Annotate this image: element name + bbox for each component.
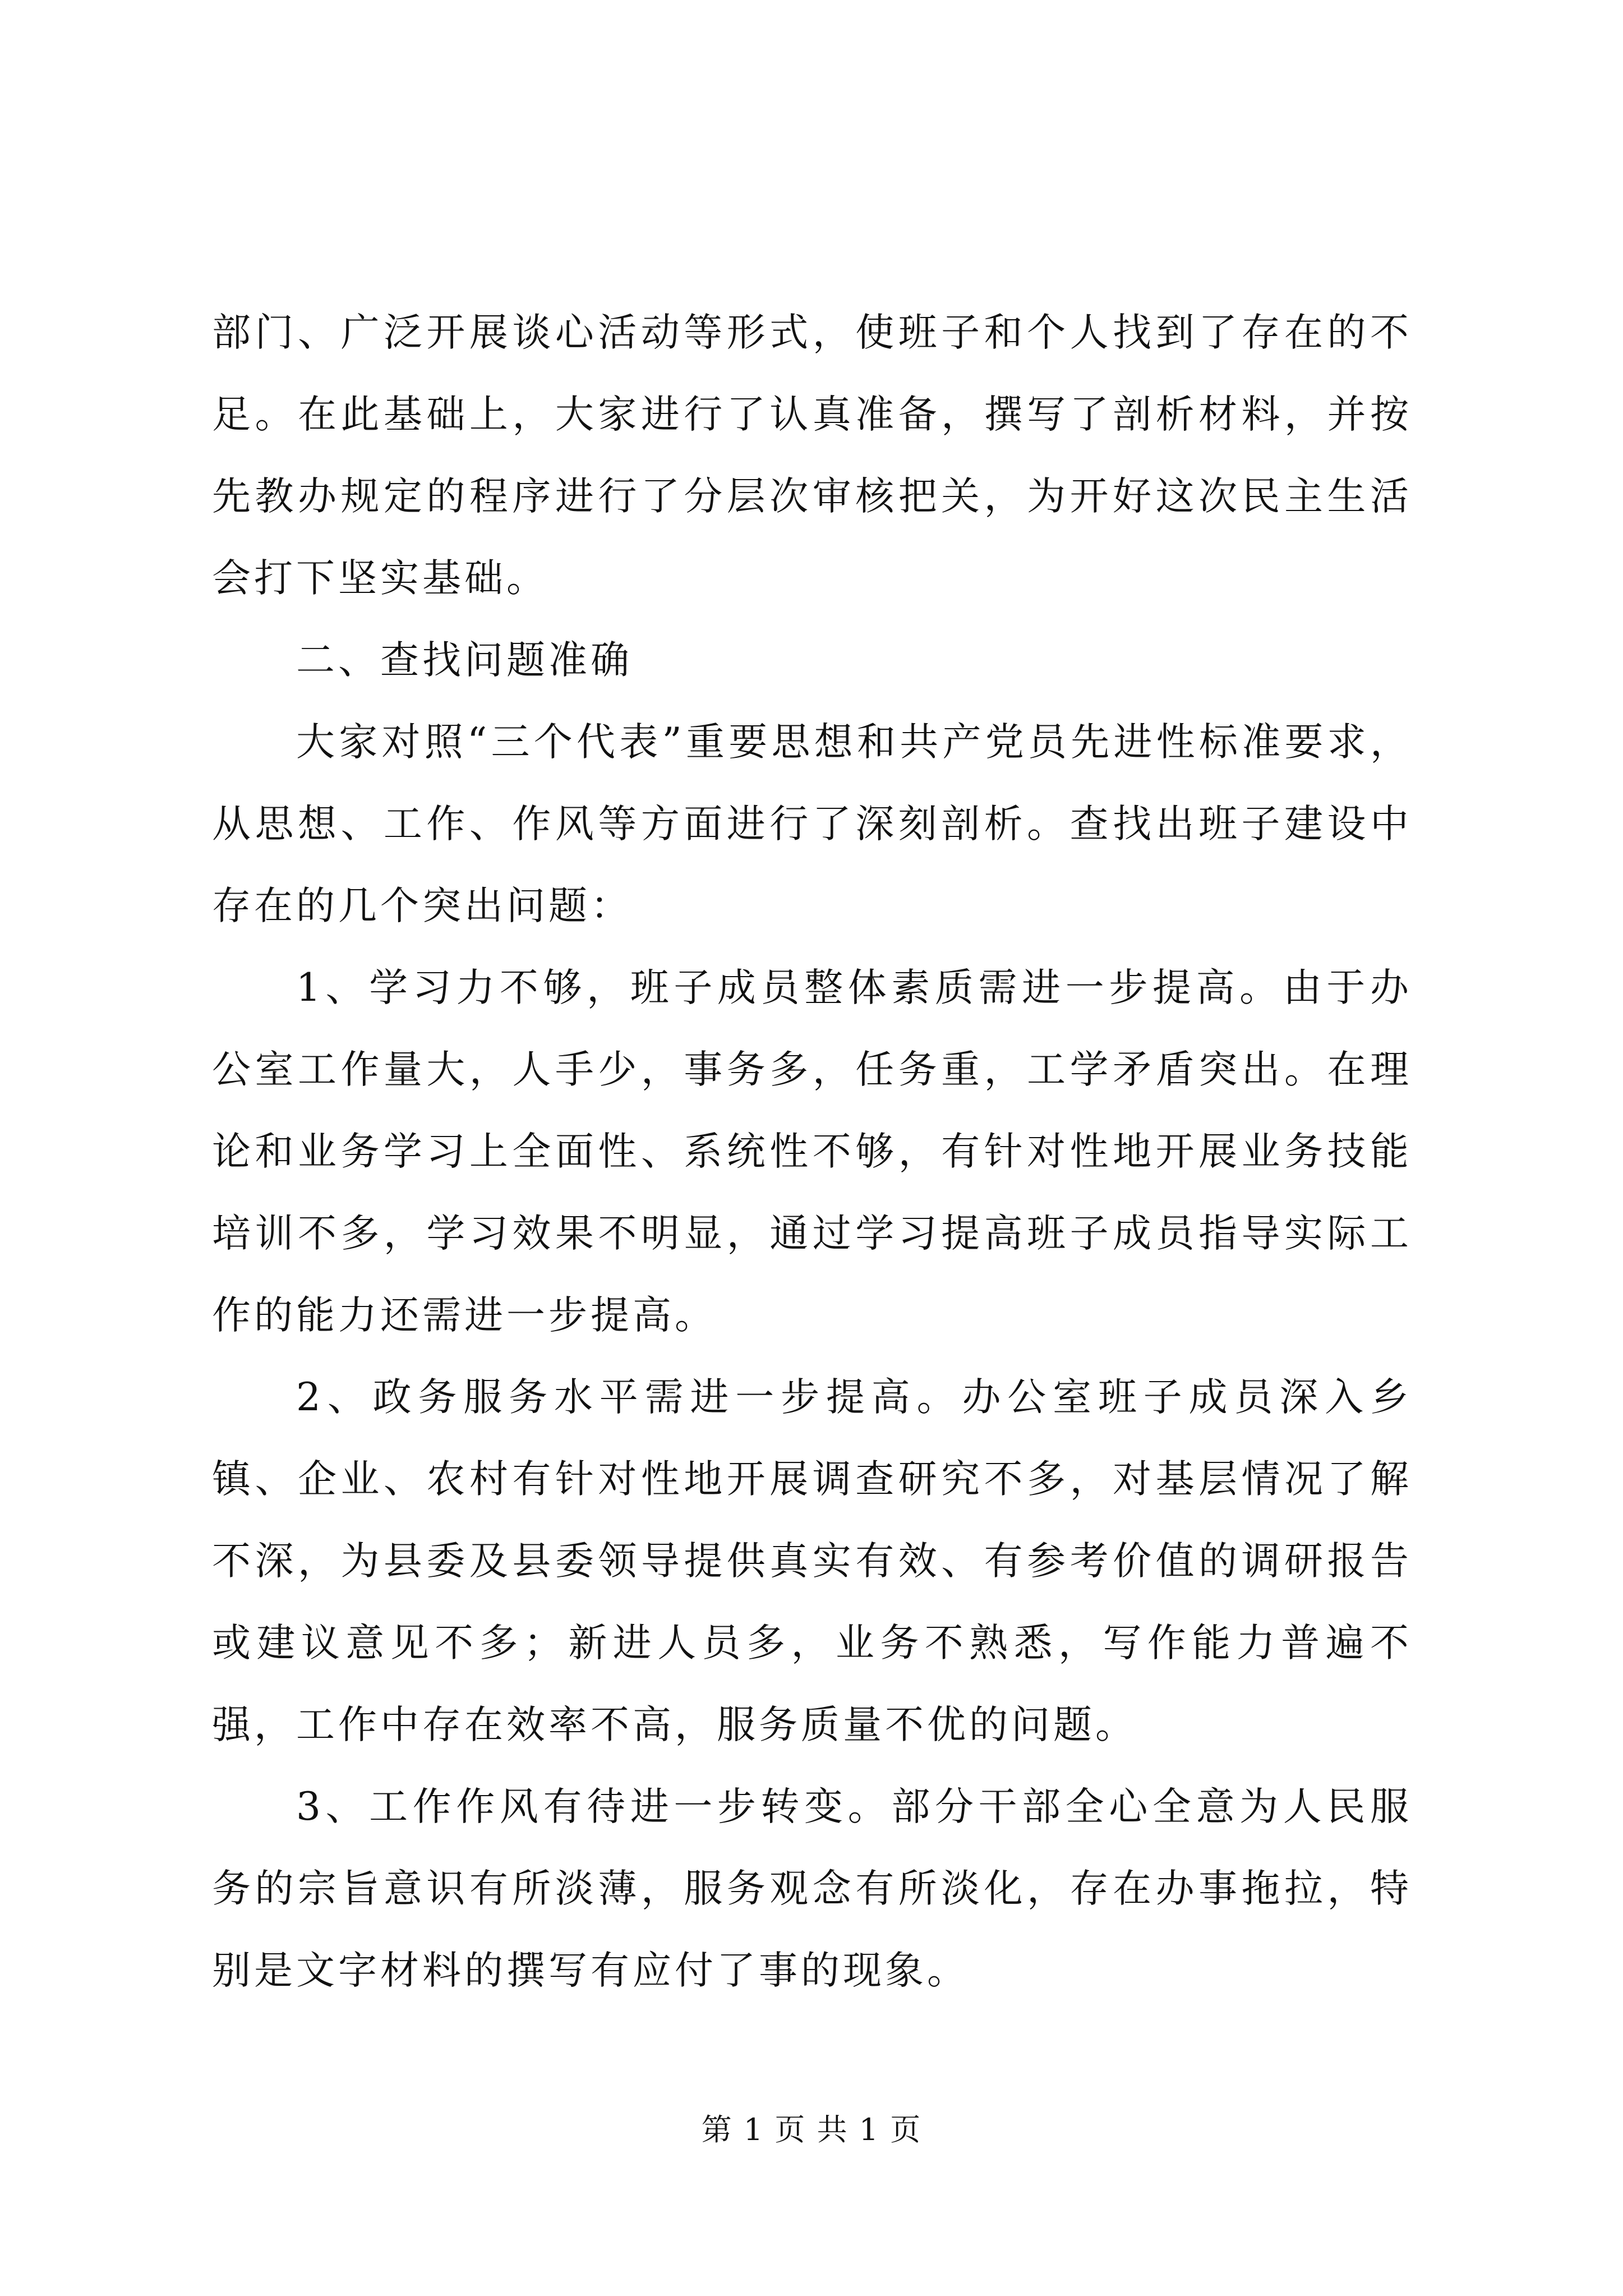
page-number-footer: 第 1 页 共 1 页 <box>701 2112 922 2147</box>
section-heading: 二、查找问题准确 <box>296 638 633 683</box>
paragraph-item-1: 1、学习力不够，班子成员整体素质需进一步提高。由于办公室工作量大，人手少，事务多，任务重，工学矛盾突出。在理论和业务学习上全面性、系统性不够，有针对性地开展业务技能培训不多，学习效果不明显，通过学习提高班子成员指导实际工作的能力还需进一步提高。 <box>212 965 1412 1338</box>
paragraph-intro: 大家对照“三个代表”重要思想和共产党员先进性标准要求，从思想、工作、作风等方面进行了深刻剖析。查找出班子建设中存在的几个突出问题： <box>212 720 1412 928</box>
paragraph-item-2: 2、政务服务水平需进一步提高。办公室班子成员深入乡镇、企业、农村有针对性地开展调查研究不多，对基层情况了解不深，为县委及县委领导提供真实有效、有参考价值的调研报告或建议意见不多；新进人员多，业务不熟悉，写作能力普遍不强，工作中存在效率不高，服务质量不优的问题。 <box>212 1375 1412 1747</box>
document-body <box>212 292 1412 2012</box>
paragraph-item-3: 3、工作作风有待进一步转变。部分干部全心全意为人民服务的宗旨意识有所淡薄，服务观念有所淡化，存在办事拖拉，特别是文字材料的撰写有应付了事的现象。 <box>212 1784 1412 1993</box>
paragraph-continuation: 部门、广泛开展谈心活动等形式，使班子和个人找到了存在的不足。在此基础上，大家进行了认真准备，撰写了剖析材料，并按先教办规定的程序进行了分层次审核把关，为开好这次民主生活会打下坚实基础。 <box>212 310 1412 601</box>
